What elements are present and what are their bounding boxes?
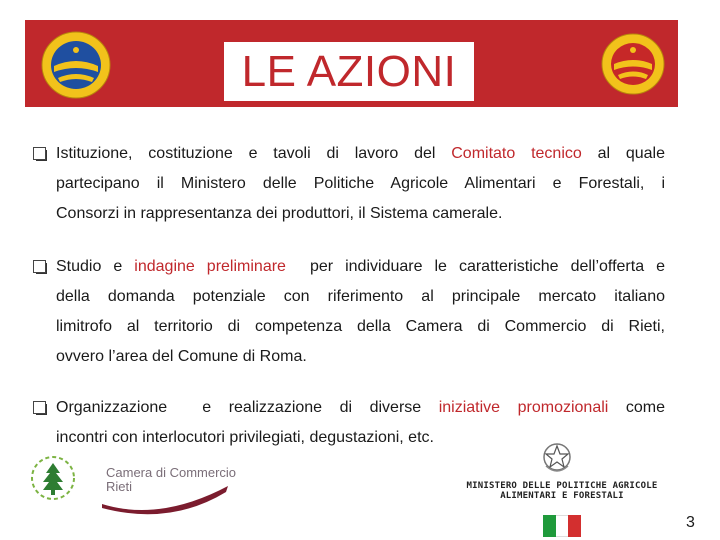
- text-span: Organizzazione e realizzazione di diverse: [56, 399, 439, 416]
- dop-seal-icon: [36, 28, 116, 102]
- flag-stripe-green: [543, 515, 556, 537]
- text-span: al quale: [581, 145, 665, 162]
- leaf-logo-icon: [30, 455, 76, 501]
- highlight-iniziative-promozionali: iniziative promozionali: [438, 399, 609, 416]
- ministry-line-1: MINISTERO DELLE POLITICHE AGRICOLE: [466, 481, 658, 491]
- bullet-line: Consorzi in rappresentanza dei produttori, il Sistema camerale.: [56, 205, 503, 222]
- bullet-line: ovvero l’area del Comune di Roma.: [56, 348, 307, 365]
- chamber-city: Rieti: [106, 479, 133, 494]
- italian-flag-icon: [543, 515, 581, 537]
- chamber-name: Camera di Commercio: [106, 465, 237, 480]
- ministry-name: [451, 481, 673, 501]
- page-title: LE AZIONI: [241, 46, 457, 96]
- title-box: [224, 42, 474, 101]
- chamber-swoosh-icon: [100, 482, 230, 516]
- checkbox-bullet-icon: [33, 260, 47, 273]
- igp-seal-icon: [598, 30, 668, 98]
- bullet-line: partecipano il Ministero delle Politiche Agricole Alimentari e Forestali, i: [56, 175, 665, 192]
- bullet-line: della domanda potenziale con riferimento al principale mercato italiano: [56, 288, 665, 305]
- bullet-line: [33, 252, 665, 282]
- bullet-item-1: [33, 139, 665, 229]
- bullet-line: [33, 393, 665, 423]
- bullet-item-2: [33, 252, 665, 372]
- flag-stripe-white: [556, 515, 569, 537]
- italy-emblem-icon: [540, 440, 574, 476]
- text-span: Istituzione, costituzione e tavoli di lavoro del: [56, 145, 452, 162]
- text-span: Studio e: [56, 258, 135, 275]
- flag-stripe-red: [568, 515, 581, 537]
- bullet-line: limitrofo al territorio di competenza della Camera di Commercio di Rieti,: [56, 318, 665, 335]
- highlight-indagine-preliminare: indagine preliminare: [134, 258, 286, 275]
- page-number: 3: [686, 514, 695, 531]
- ministry-line-2: ALIMENTARI E FORESTALI: [500, 491, 624, 501]
- bullet-line: incontri con interlocutori privilegiati, degustazioni, etc.: [56, 429, 434, 446]
- text-span: per individuare le caratteristiche dell’offerta e: [285, 258, 666, 275]
- checkbox-bullet-icon: [33, 147, 47, 160]
- highlight-comitato-tecnico: Comitato tecnico: [451, 145, 582, 162]
- bullet-line: [33, 139, 665, 169]
- text-span: come: [608, 399, 665, 416]
- checkbox-bullet-icon: [33, 401, 47, 414]
